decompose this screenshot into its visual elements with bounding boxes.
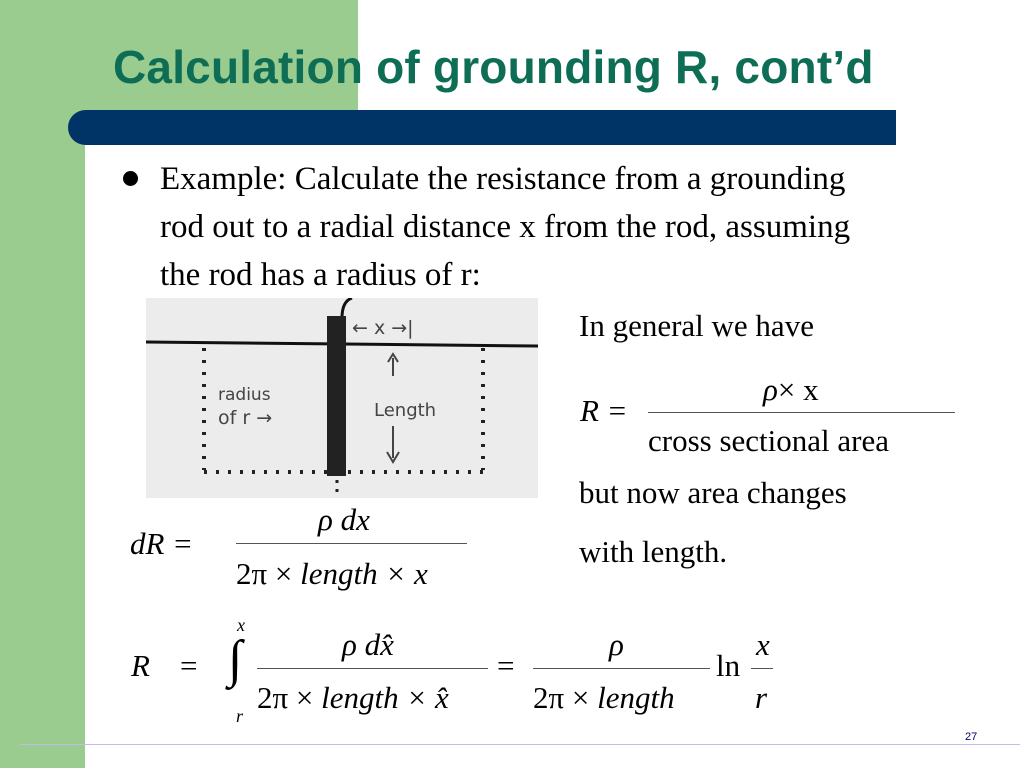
page-number: 27 [965, 731, 978, 743]
rho-symbol: ρ [763, 372, 778, 407]
text-but-now: but now area changes [579, 475, 847, 510]
eq-general-fraction-bar [648, 412, 955, 413]
eq-dR-lhs: dR = [130, 526, 194, 561]
bullet-line-3: the rod has a radius of r: [160, 257, 481, 293]
length-var-1: length [321, 680, 399, 715]
sketch-length-label: Length [374, 400, 437, 421]
eq-R-numerator-2: ρ [609, 627, 624, 662]
slide-title: Calculation of grounding R, cont’d [113, 41, 874, 93]
bullet-line-2: rod out to a radial distance x from the rod, assuming [160, 209, 851, 245]
eq-R-equals-2: = [497, 648, 515, 683]
sketch-x-label: ← x →| [352, 317, 414, 339]
two-pi-times-1: 2π × [257, 680, 314, 715]
sketch-of-r-label: of r → [218, 407, 273, 429]
integral-upper-limit: x [237, 615, 245, 635]
text-in-general: In general we have [579, 308, 814, 343]
ln-operator: ln [716, 648, 741, 683]
eq-R-lhs: R [131, 648, 150, 683]
length-var-2: length [597, 680, 675, 715]
integral-lower-limit: r [236, 706, 244, 726]
times-x-var: × x [385, 556, 428, 591]
eq-R-fraction-bar-2 [533, 668, 710, 669]
bullet-line-1: Example: Calculate the resistance from a grounding [160, 161, 846, 197]
integral-icon: ∫ [228, 631, 243, 688]
two-pi-times: 2π × [236, 556, 293, 591]
eq-dR-fraction-bar [236, 543, 467, 544]
title-underline-bar [68, 110, 896, 145]
grounding-rod-sketch [146, 298, 538, 498]
sketch-radius-label: radius [218, 385, 271, 405]
eq-R-denominator-1 [257, 680, 449, 716]
eq-R-fraction-bar-1 [257, 668, 488, 669]
bullet-paragraph [160, 155, 1010, 299]
eq-general-numerator [763, 372, 819, 408]
length-var: length [300, 556, 378, 591]
eq-R-denominator-2 [533, 680, 675, 716]
eq-general-denominator: cross sectional area [648, 423, 889, 458]
eq-R-fraction-bar-3 [751, 668, 773, 669]
bullet-icon [123, 171, 138, 186]
eq-R-denominator-3: r [755, 680, 768, 715]
eq-general-lhs: R = [580, 393, 628, 428]
text-with-length: with length. [579, 534, 728, 569]
eq-dR-denominator [236, 556, 428, 592]
footer-line [20, 744, 1020, 745]
eq-dR-numerator: ρ dx [318, 502, 370, 537]
eq-R-numerator-1: ρ dx̂ [342, 627, 394, 662]
eq-R-equals: = [180, 648, 198, 683]
eq-R-numerator-3: x [756, 627, 770, 662]
times-x: × x [777, 372, 819, 407]
times-xhat-var: × x̂ [406, 680, 449, 715]
two-pi-times-2: 2π × [533, 680, 590, 715]
